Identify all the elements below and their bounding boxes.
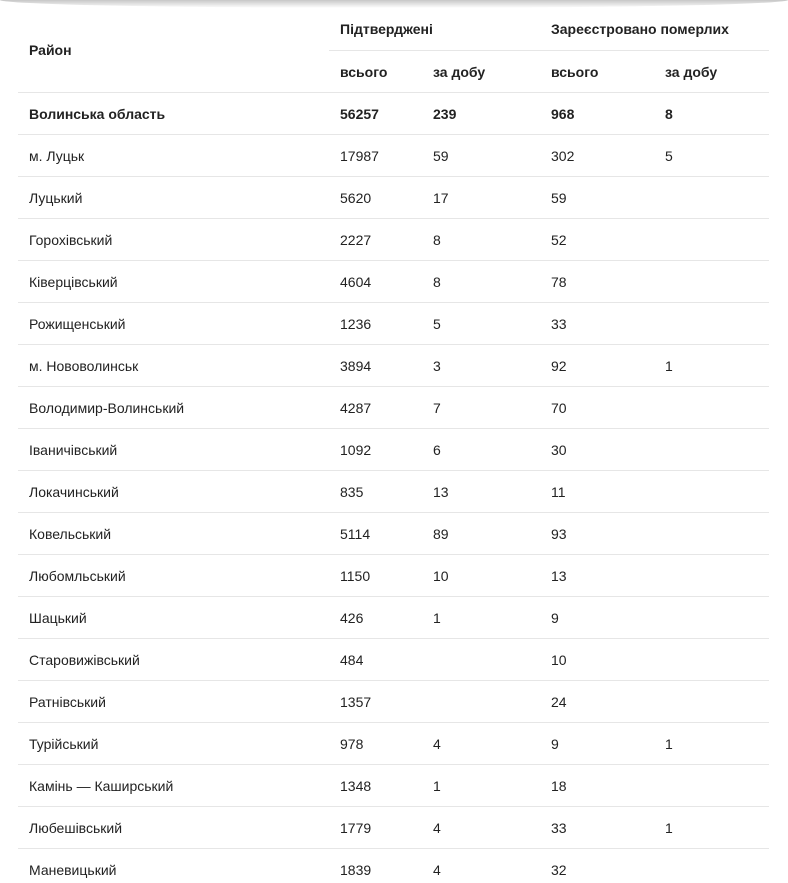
deaths-total-cell: 52 [540,219,654,261]
deaths-per-day-header: за добу [654,51,769,93]
table-row [18,681,769,723]
confirmed-per-day-cell [422,681,540,723]
confirmed-total-cell: 4604 [329,261,422,303]
table-row [18,513,769,555]
confirmed-total-cell: 1092 [329,429,422,471]
deaths-per-day-cell: 1 [654,807,769,849]
table-row [18,219,769,261]
deaths-per-day-cell [654,261,769,303]
deaths-per-day-cell [654,681,769,723]
table-row [18,807,769,849]
top-shadow [0,0,788,8]
district-cell: Ківерцівський [18,261,329,303]
table-row [18,471,769,513]
deaths-total-cell: 70 [540,387,654,429]
table-row [18,849,769,883]
deaths-per-day-cell [654,429,769,471]
table-row [18,93,769,135]
district-cell: Іваничівський [18,429,329,471]
confirmed-total-cell: 5114 [329,513,422,555]
confirmed-total-cell: 4287 [329,387,422,429]
district-header: Район [18,8,329,93]
deaths-per-day-cell [654,219,769,261]
table-row [18,177,769,219]
table-row [18,723,769,765]
deaths-total-cell: 33 [540,303,654,345]
deaths-total-cell: 92 [540,345,654,387]
confirmed-per-day-cell: 17 [422,177,540,219]
table-row [18,345,769,387]
deaths-per-day-cell [654,597,769,639]
district-cell: Любешівський [18,807,329,849]
table-row [18,135,769,177]
deaths-per-day-cell [654,639,769,681]
deaths-per-day-cell: 5 [654,135,769,177]
district-cell: Любомльський [18,555,329,597]
confirmed-per-day-cell: 4 [422,807,540,849]
district-cell: Горохівський [18,219,329,261]
confirmed-total-cell: 56257 [329,93,422,135]
confirmed-total-cell: 3894 [329,345,422,387]
table-row [18,303,769,345]
confirmed-per-day-cell [422,639,540,681]
confirmed-total-cell: 835 [329,471,422,513]
table-row [18,597,769,639]
district-cell: Турійський [18,723,329,765]
district-cell: Локачинський [18,471,329,513]
table-row [18,639,769,681]
deaths-total-cell: 30 [540,429,654,471]
confirmed-per-day-cell: 13 [422,471,540,513]
confirmed-total-cell: 978 [329,723,422,765]
deaths-total-cell: 13 [540,555,654,597]
confirmed-total-cell: 426 [329,597,422,639]
deaths-per-day-cell [654,849,769,883]
confirmed-per-day-cell: 1 [422,765,540,807]
deaths-total-cell: 93 [540,513,654,555]
confirmed-total-cell: 1348 [329,765,422,807]
confirmed-per-day-header: за добу [422,51,540,93]
confirmed-per-day-cell: 10 [422,555,540,597]
table-row [18,261,769,303]
district-cell: Володимир-Волинський [18,387,329,429]
confirmed-per-day-cell: 4 [422,723,540,765]
deaths-total-cell: 18 [540,765,654,807]
confirmed-per-day-cell: 3 [422,345,540,387]
confirmed-total-cell: 2227 [329,219,422,261]
confirmed-total-header: всього [329,51,422,93]
district-cell: м. Нововолинськ [18,345,329,387]
deaths-total-cell: 302 [540,135,654,177]
deaths-group-header: Зареєстровано померлих [540,8,769,51]
district-cell: Шацький [18,597,329,639]
district-cell: Волинська область [18,93,329,135]
district-cell: Старовижівський [18,639,329,681]
header-row-groups [18,8,769,51]
confirmed-total-cell: 1150 [329,555,422,597]
confirmed-per-day-cell: 4 [422,849,540,883]
deaths-per-day-cell [654,555,769,597]
deaths-total-cell: 968 [540,93,654,135]
confirmed-per-day-cell: 239 [422,93,540,135]
confirmed-per-day-cell: 5 [422,303,540,345]
deaths-total-cell: 32 [540,849,654,883]
confirmed-per-day-cell: 7 [422,387,540,429]
confirmed-per-day-cell: 8 [422,219,540,261]
confirmed-total-cell: 484 [329,639,422,681]
deaths-per-day-cell [654,303,769,345]
confirmed-per-day-cell: 89 [422,513,540,555]
confirmed-per-day-cell: 6 [422,429,540,471]
deaths-total-cell: 11 [540,471,654,513]
deaths-per-day-cell [654,177,769,219]
deaths-total-cell: 10 [540,639,654,681]
table-row [18,387,769,429]
district-cell: Маневицький [18,849,329,883]
deaths-total-cell: 78 [540,261,654,303]
confirmed-per-day-cell: 1 [422,597,540,639]
district-cell: Ратнівський [18,681,329,723]
confirmed-total-cell: 17987 [329,135,422,177]
deaths-total-cell: 9 [540,723,654,765]
district-cell: Камінь — Каширський [18,765,329,807]
confirmed-total-cell: 1839 [329,849,422,883]
covid-stats-table [18,8,769,883]
district-cell: Рожищенський [18,303,329,345]
table-row [18,555,769,597]
district-cell: м. Луцьк [18,135,329,177]
deaths-total-cell: 59 [540,177,654,219]
district-cell: Луцький [18,177,329,219]
deaths-per-day-cell [654,471,769,513]
confirmed-per-day-cell: 8 [422,261,540,303]
confirmed-per-day-cell: 59 [422,135,540,177]
table-row [18,429,769,471]
deaths-total-header: всього [540,51,654,93]
confirmed-total-cell: 1779 [329,807,422,849]
confirmed-total-cell: 5620 [329,177,422,219]
deaths-per-day-cell: 8 [654,93,769,135]
deaths-per-day-cell: 1 [654,723,769,765]
district-cell: Ковельський [18,513,329,555]
deaths-per-day-cell [654,513,769,555]
deaths-per-day-cell [654,387,769,429]
table-body [18,93,769,883]
deaths-per-day-cell [654,765,769,807]
confirmed-total-cell: 1236 [329,303,422,345]
deaths-total-cell: 9 [540,597,654,639]
deaths-total-cell: 24 [540,681,654,723]
deaths-total-cell: 33 [540,807,654,849]
confirmed-group-header: Підтверджені [329,8,540,51]
confirmed-total-cell: 1357 [329,681,422,723]
table-row [18,765,769,807]
deaths-per-day-cell: 1 [654,345,769,387]
